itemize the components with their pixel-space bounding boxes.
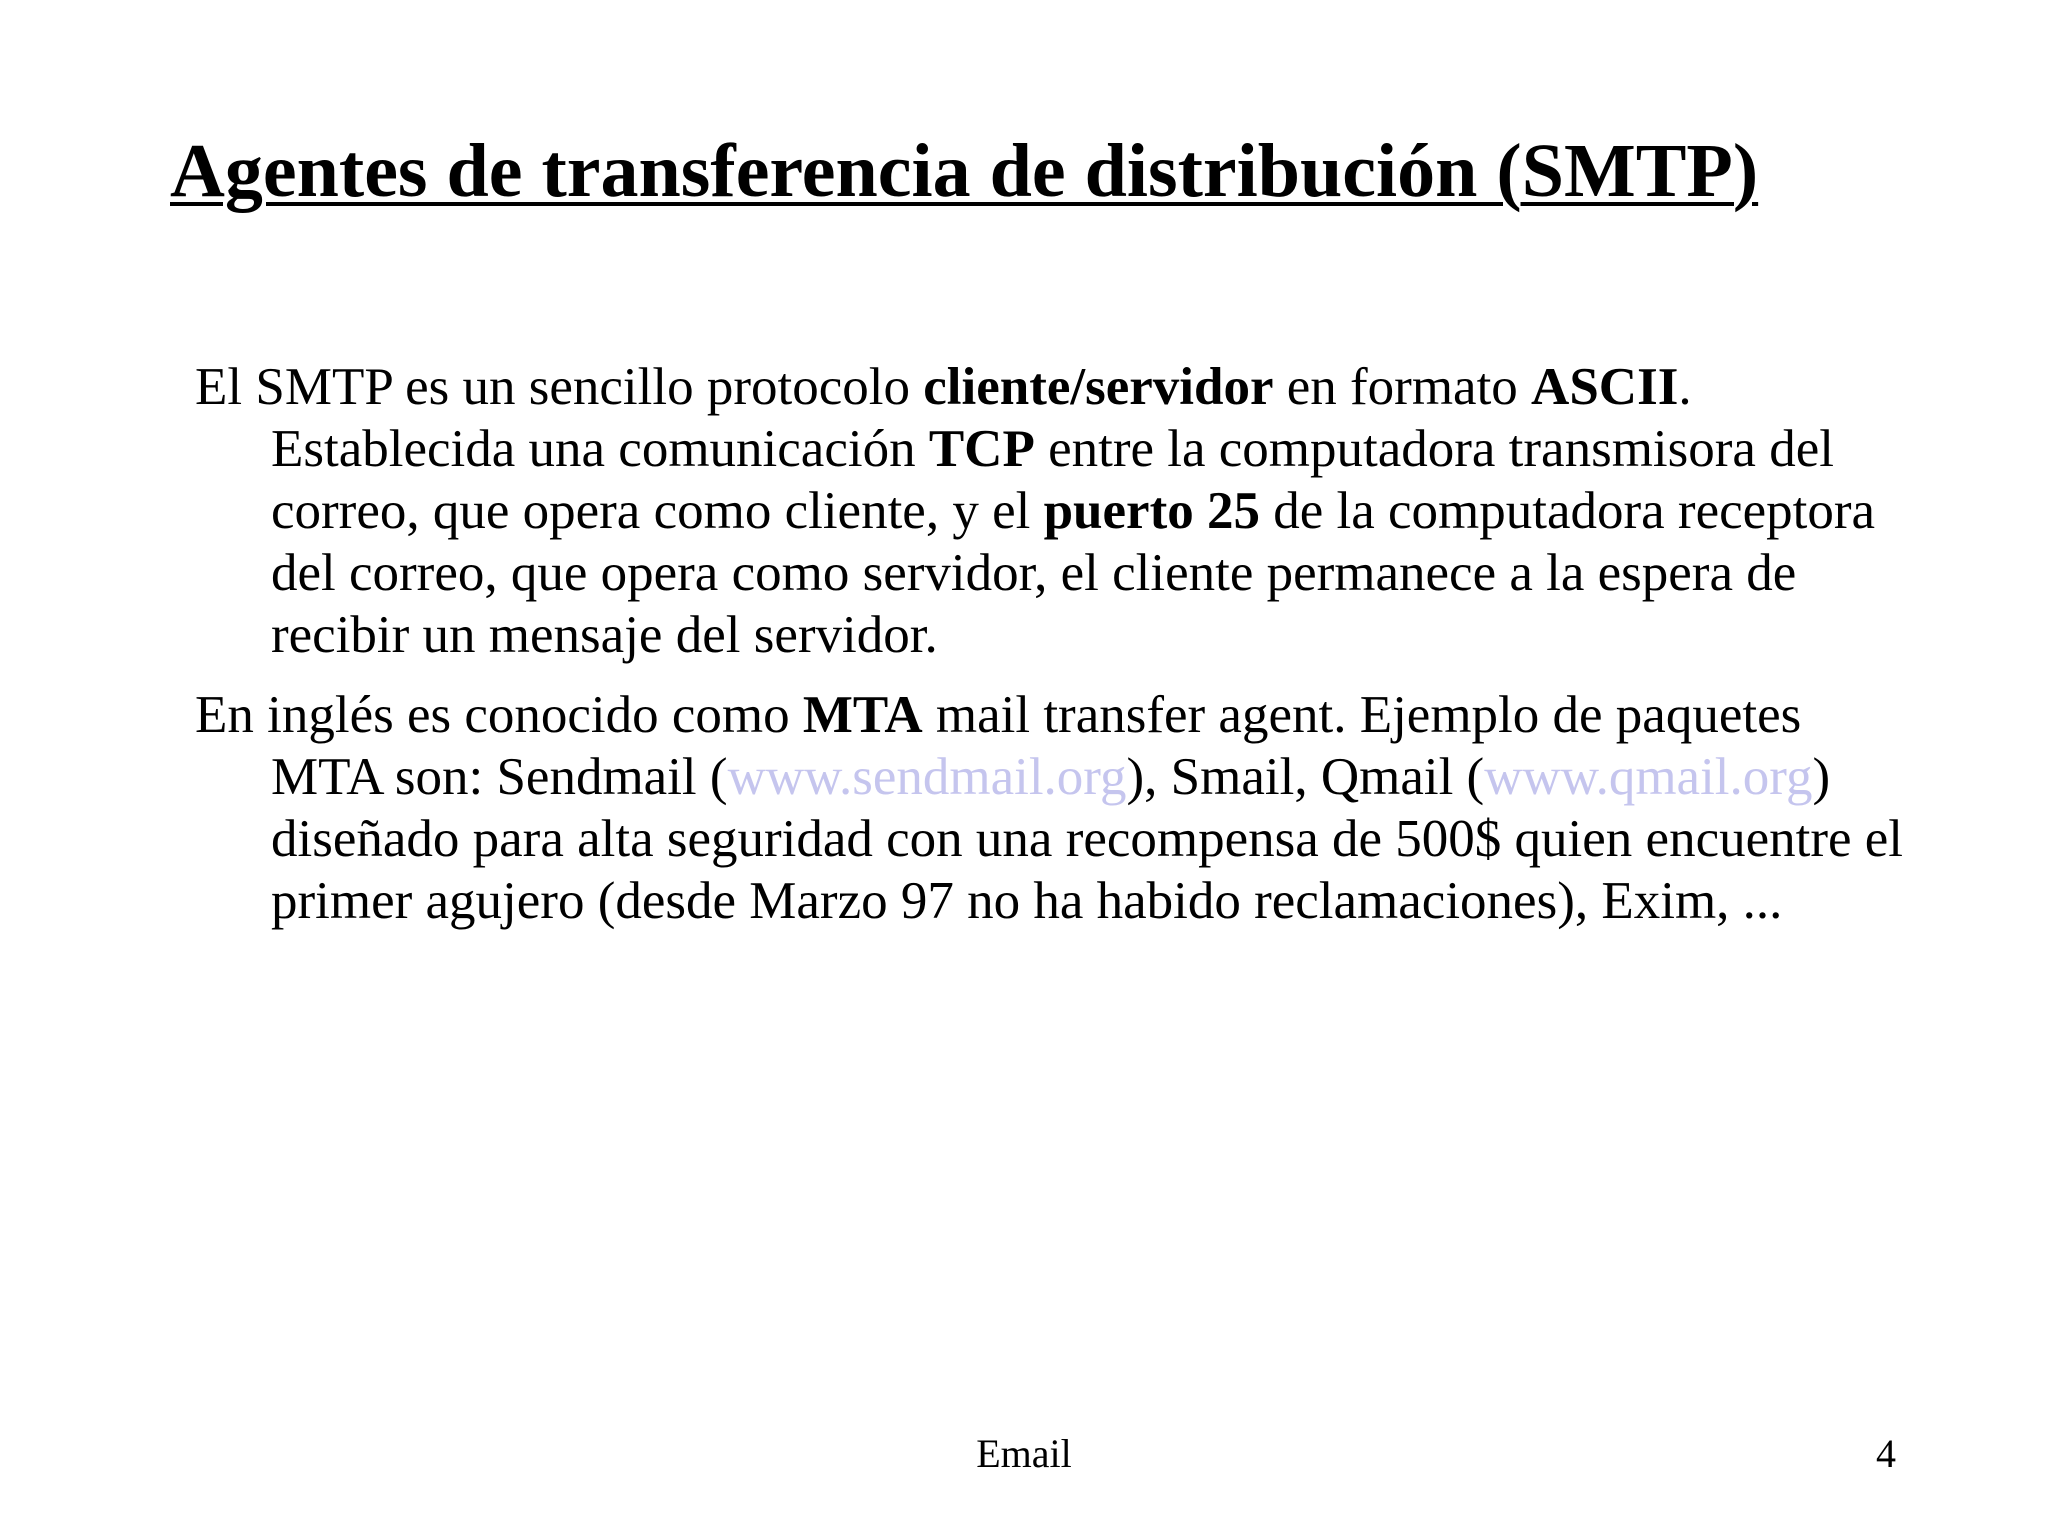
paragraph-smtp-description	[195, 356, 1915, 666]
slide-title: Agentes de transferencia de distribución (SMTP)	[170, 129, 1759, 213]
p1-text-1: El SMTP es un sencillo protocolo	[195, 358, 924, 416]
paragraph-mta-examples	[195, 684, 1915, 932]
p2-bold-mta: MTA	[802, 686, 923, 744]
p2-text-2: mail transfer agent. Ejemplo de paquetes MTA son: Sendmail (	[271, 686, 1802, 806]
p1-bold-port-25: puerto 25	[1043, 482, 1260, 540]
p1-text-2: en formato	[1273, 358, 1532, 416]
p1-bold-tcp: TCP	[928, 420, 1035, 478]
p1-text-3: . Establecida una comunicación	[271, 358, 1692, 478]
p1-bold-client-server: cliente/servidor	[923, 358, 1274, 416]
page-number: 4	[1876, 1431, 1896, 1476]
p2-text-3: ), Smail, Qmail (	[1126, 748, 1485, 806]
qmail-link[interactable]: www.qmail.org	[1484, 748, 1813, 806]
p1-bold-ascii: ASCII	[1531, 358, 1679, 416]
p1-text-4: entre la computadora transmisora del correo, que opera como cliente, y el	[271, 420, 1834, 540]
slide-body	[195, 356, 1915, 950]
p1-text-5: de la computadora receptora del correo, que opera como servidor, el cliente permanece a la espera de recibir un mensaje del servidor.	[271, 482, 1876, 664]
footer-label: Email	[976, 1431, 1072, 1476]
p2-text-4: ) diseñado para alta seguridad con una recompensa de 500$ quien encuentre el primer agujero (desde Marzo 97 no ha habido reclamaciones), Exim, ...	[271, 748, 1904, 930]
p2-text-1: En inglés es conocido como	[195, 686, 803, 744]
sendmail-link[interactable]: www.sendmail.org	[727, 748, 1127, 806]
